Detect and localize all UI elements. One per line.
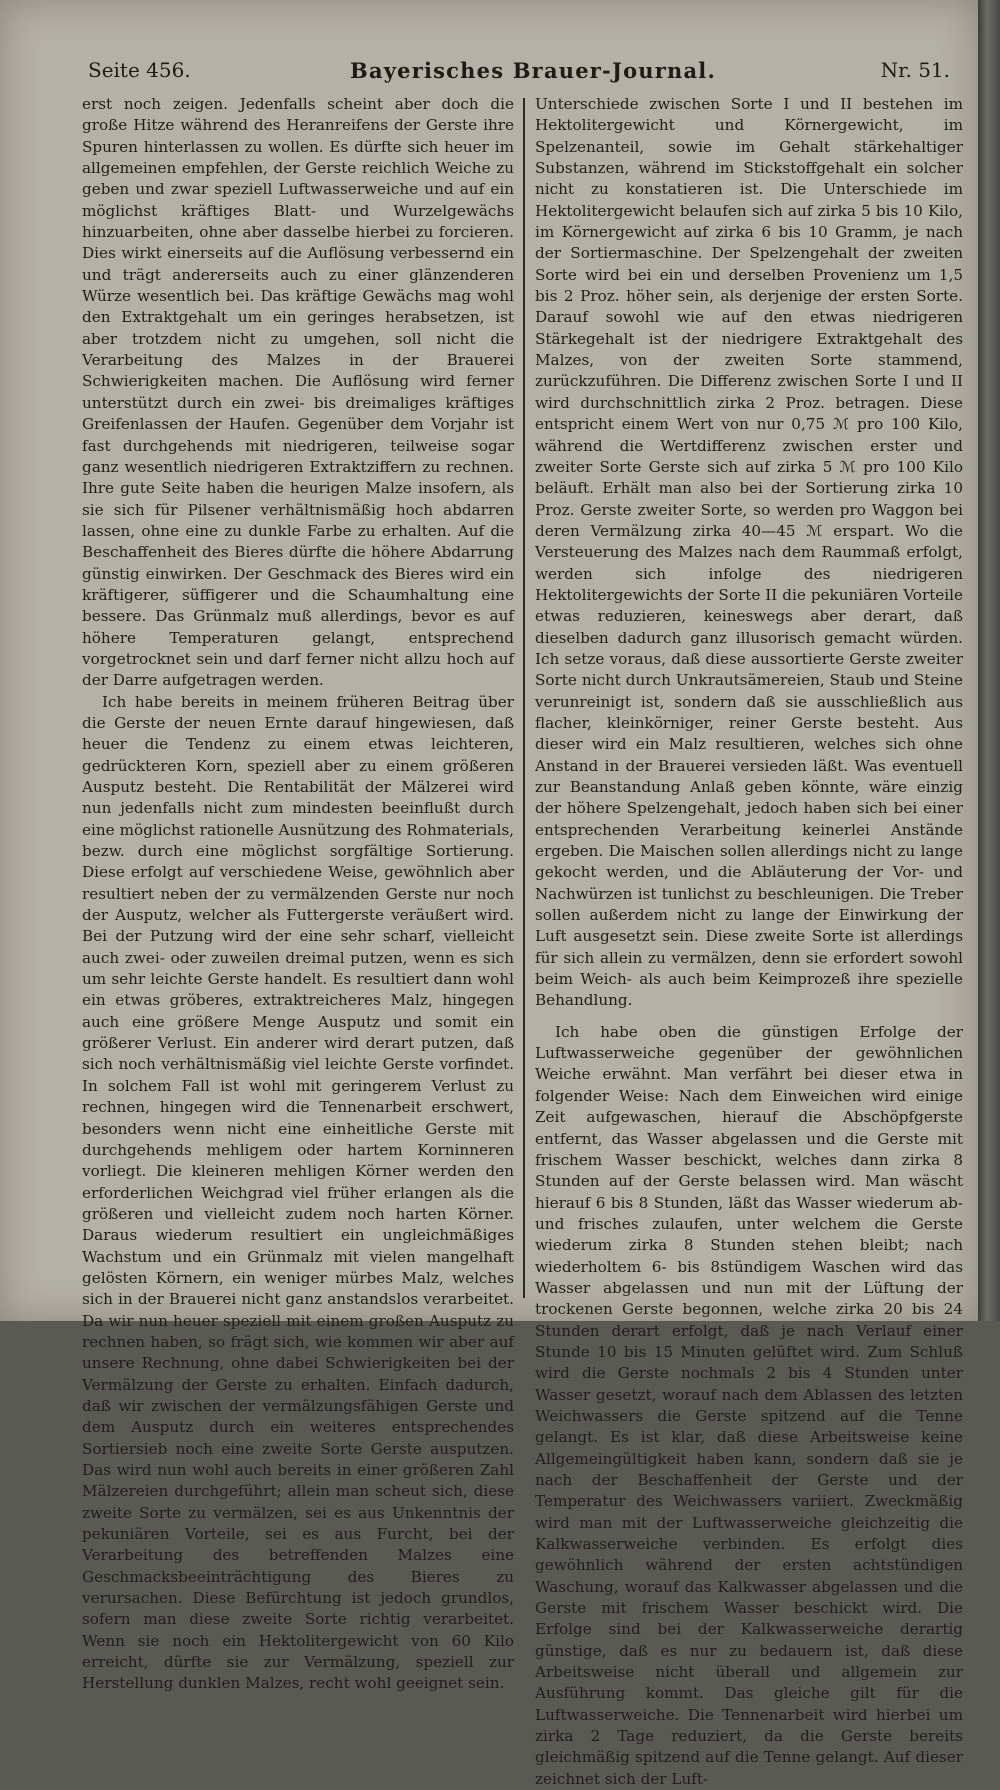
issue-number: Nr. 51. [880,58,950,82]
journal-title: Bayerisches Brauer-Journal. [350,58,717,83]
page-header [88,58,968,88]
right-paragraph-1: Unterschiede zwischen Sorte I und II bestehen im Hektolitergewicht und Körnergewicht, im Spelzenanteil, sowie im Gehalt stärkehaltiger Substanzen, während im Stickstoffgehalt ein solcher nicht zu konstatieren ist. Die Unterschiede im Hektolitergewicht belaufen sich auf zirka 5 bis 10 Kilo, im Körnergewicht auf zirka 6 bis 10 Gramm, je nach der Sortiermaschine. Der Spelzengehalt der zweiten Sorte wird bei ein und derselben Provenienz um 1,5 bis 2 Proz. höher sein, als derjenige der ersten Sorte. Darauf sowohl wie auf den etwas niedrigeren Stärkegehalt ist der niedrigere Extraktgehalt des Malzes, von der zweiten Sorte stammend, zurückzuführen. Die Differenz zwischen Sorte I und II wird durchschnittlich zirka 2 Proz. betragen. Diese entspricht einem Wert von nur 0,75 ℳ pro 100 Kilo, während die Wertdifferenz zwischen erster und zweiter Sorte Gerste sich auf zirka 5 ℳ pro 100 Kilo beläuft. Erhält man also bei der Sortierung zirka 10 Proz. Gerste zweiter Sorte, so werden pro Waggon bei deren Vermälzung zirka 40—45 ℳ erspart. Wo die Versteuerung des Malzes nach dem Raummaß erfolgt, werden sich infolge des niedrigeren Hektolitergewichts der Sorte II die pekuniären Vorteile etwas reduzieren, keineswegs aber derart, daß dieselben dadurch ganz illusorisch gemacht würden. Ich setze voraus, daß diese aussortierte Gerste zweiter Sorte nicht durch Unkrautsämereien, Staub und Steine verunreinigt ist, sondern daß sie ausschließlich aus flacher, kleinkörniger, reiner Gerste besteht. Aus dieser wird ein Malz resultieren, welches sich ohne Anstand in der Brauerei versieden läßt. Was eventuell zur Beanstandung Anlaß geben könnte, wäre einzig der höhere Spelzengehalt, jedoch haben sich bei einer entsprechenden Verarbeitung keinerlei Anstände ergeben. Die Maischen sollen allerdings nicht zu lange gekocht werden, und die Abläuterung der Vor- und Nachwürzen ist tunlichst zu beschleunigen. Die Treber sollen außerdem nicht zu lange der Einwirkung der Luft ausgesetzt sein. Diese zweite Sorte ist allerdings für sich allein zu vermälzen, denn sie erfordert sowohl beim Weich- als auch beim Keimprozeß ihre spezielle Behandlung. [535,95,963,1010]
binding-edge [978,0,1000,1321]
left-column [82,94,514,1693]
right-paragraph-2: Ich habe oben die günstigen Erfolge der Luftwasserweiche gegenüber der gewöhnlichen Weiche erwähnt. Man verfährt bei dieser etwa in folgender Weise: Nach dem Einweichen wird einige Zeit aufgewaschen, hierauf die Abschöpfgerste entfernt, das Wasser abgelassen und die Gerste mit frischem Wasser beschickt, welches dann zirka 8 Stunden auf der Gerste belassen wird. Man wäscht hierauf 6 bis 8 Stunden, läßt das Wasser wiederum ab- und frisches zulaufen, unter welchem die Gerste wiederum zirka 8 Stunden stehen bleibt; nach wiederholtem 6- bis 8stündigem Waschen wird das Wasser abgelassen und nun mit der Lüftung der trockenen Gerste begonnen, welche zirka 20 bis 24 Stunden derart erfolgt, daß je nach Verlauf einer Stunde 10 bis 15 Minuten gelüftet wird. Zum Schluß wird die Gerste nochmals 2 bis 4 Stunden unter Wasser gesetzt, worauf nach dem Ablassen des letzten Weichwassers die Gerste spitzend auf die Tenne gelangt. Es ist klar, daß diese Arbeitsweise keine Allgemeingültigkeit haben kann, sondern daß sie je nach der Beschaffenheit der Gerste und der Temperatur des Weichwassers variiert. Zweckmäßig wird man mit der Luftwasserweiche gleichzeitig die Kalkwasserweiche verbinden. Es erfolgt dies gewöhnlich während der ersten achtstündigen Waschung, worauf das Kalkwasser abgelassen und die Gerste mit frischem Wasser beschickt wird. Die Erfolge sind bei der Kalkwasserweiche derartig günstige, daß es nur zu bedauern ist, daß diese Arbeitsweise nicht überall und allgemein zur Ausführung kommt. Das gleiche gilt für die Luftwasserweiche. Die Tennenarbeit wird hierbei um zirka 2 Tage reduziert, da die Gerste bereits gleichmäßig spitzend auf die Tenne gelangt. Auf dieser zeichnet sich der Luft- [535,1022,963,1788]
column-divider [523,98,525,1298]
page-number: Seite 456. [88,58,191,82]
left-paragraph-2: Ich habe bereits in meinem früheren Beitrag über die Gerste der neuen Ernte darauf hingewiesen, daß heuer die Tendenz zu einem etwas leichteren, gedrückteren Korn, speziell aber zu einem größeren Ausputz besteht. Die Rentabilität der Mälzerei wird nun jedenfalls nicht zum mindesten beeinflußt durch eine möglichst rationelle Ausnützung des Rohmaterials, bezw. durch eine möglichst sorgfältige Sortierung. Diese erfolgt auf verschiedene Weise, gewöhnlich aber resultiert neben der zu vermälzenden Gerste nur noch der Ausputz, welcher als Futtergerste veräußert wird. Bei der Putzung wird der eine sehr scharf, vielleicht auch zwei- oder zuweilen dreimal putzen, wenn es sich um sehr leichte Gerste handelt. Es resultiert dann wohl ein etwas gröberes, extraktreicheres Malz, hingegen auch eine größere Menge Ausputz und somit ein größerer Verlust. Ein anderer wird derart putzen, daß sich noch verhältnismäßig viel leichte Gerste vorfindet. In solchem Fall ist wohl mit geringerem Verlust zu rechnen, hingegen wird die Tennenarbeit erschwert, besonders wenn nicht eine einheitliche Gerste mit durchgehends mehligem oder hartem Korninneren vorliegt. Die kleineren mehligen Körner werden den erforderlichen Weichgrad viel früher erlangen als die größeren und vielleicht zudem noch harten Körner. Daraus wiederum resultiert ein ungleichmäßiges Wachstum und ein Grünmalz mit vielen mangelhaft gelösten Körnern, ein weniger mürbes Malz, welches sich in der Brauerei nicht ganz anstandslos verarbeitet. Da wir nun heuer speziell mit einem großen Ausputz zu rechnen haben, so frägt sich, wie kommen wir aber auf unsere Rechnung, ohne dabei Schwierigkeiten bei der Vermälzung der Gerste zu erhalten. Einfach dadurch, daß wir zwischen der vermälzungsfähigen Gerste und dem Ausputz durch ein weiteres entsprechendes Sortiersieb noch eine zweite Sorte Gerste ausputzen. Das wird nun wohl auch bereits in einer größeren Zahl Mälzereien durchgeführt; allein man scheut sich, diese zweite Sorte zu vermälzen, sei es aus Unkenntnis der pekuniären Vorteile, sei es aus Furcht, bei der Verarbeitung des betreffenden Malzes eine Geschmacksbeeinträchtigung des Bieres zu verursachen. Diese Befürchtung ist jedoch grundlos, sofern man diese zweite Sorte richtig verarbeitet. Wenn sie noch ein Hektolitergewicht von 60 Kilo erreicht, dürfte sie zur Vermälzung, speziell zur Herstellung dunklen Malzes, recht wohl geeignet sein. [82,692,514,1693]
right-column [535,94,963,1788]
left-paragraph-1: erst noch zeigen. Jedenfalls scheint aber doch die große Hitze während des Heranreifens der Gerste ihre Spuren hinterlassen zu wollen. Es dürfte sich heuer im allgemeinen empfehlen, der Gerste reichlich Weiche zu geben und zwar speziell Luftwasserweiche und auf ein möglichst kräftiges Blatt- und Wurzelgewächs hinzuarbeiten, ohne aber dasselbe hierbei zu forcieren. Dies wirkt einerseits auf die Auflösung verbessernd ein und trägt andererseits auch zu einer glänzenderen Würze wesentlich bei. Das kräftige Gewächs mag wohl den Extraktgehalt um ein geringes herabsetzen, ist aber trotzdem nicht zu umgehen, soll nicht die Verarbeitung des Malzes in der Brauerei Schwierigkeiten machen. Die Auflösung wird ferner unterstützt durch ein zwei- bis dreimaliges kräftiges Greifenlassen der Haufen. Gegenüber dem Vorjahr ist fast durchgehends mit niedrigeren, teilweise sogar ganz wesentlich niedrigeren Extraktziffern zu rechnen. Ihre gute Seite haben die heurigen Malze insofern, als sie sich für Pilsener verhältnismäßig hoch abdarren lassen, ohne eine zu dunkle Farbe zu erhalten. Auf die Beschaffenheit des Bieres dürfte die höhere Abdarrung günstig einwirken. Der Geschmack des Bieres wird ein kräftigerer, süffigerer und die Schaumhaltung eine bessere. Das Grünmalz muß allerdings, bevor es auf höhere Temperaturen gelangt, entsprechend vorgetrocknet sein und darf ferner nicht allzu hoch auf der Darre aufgetragen werden. [82,95,514,690]
